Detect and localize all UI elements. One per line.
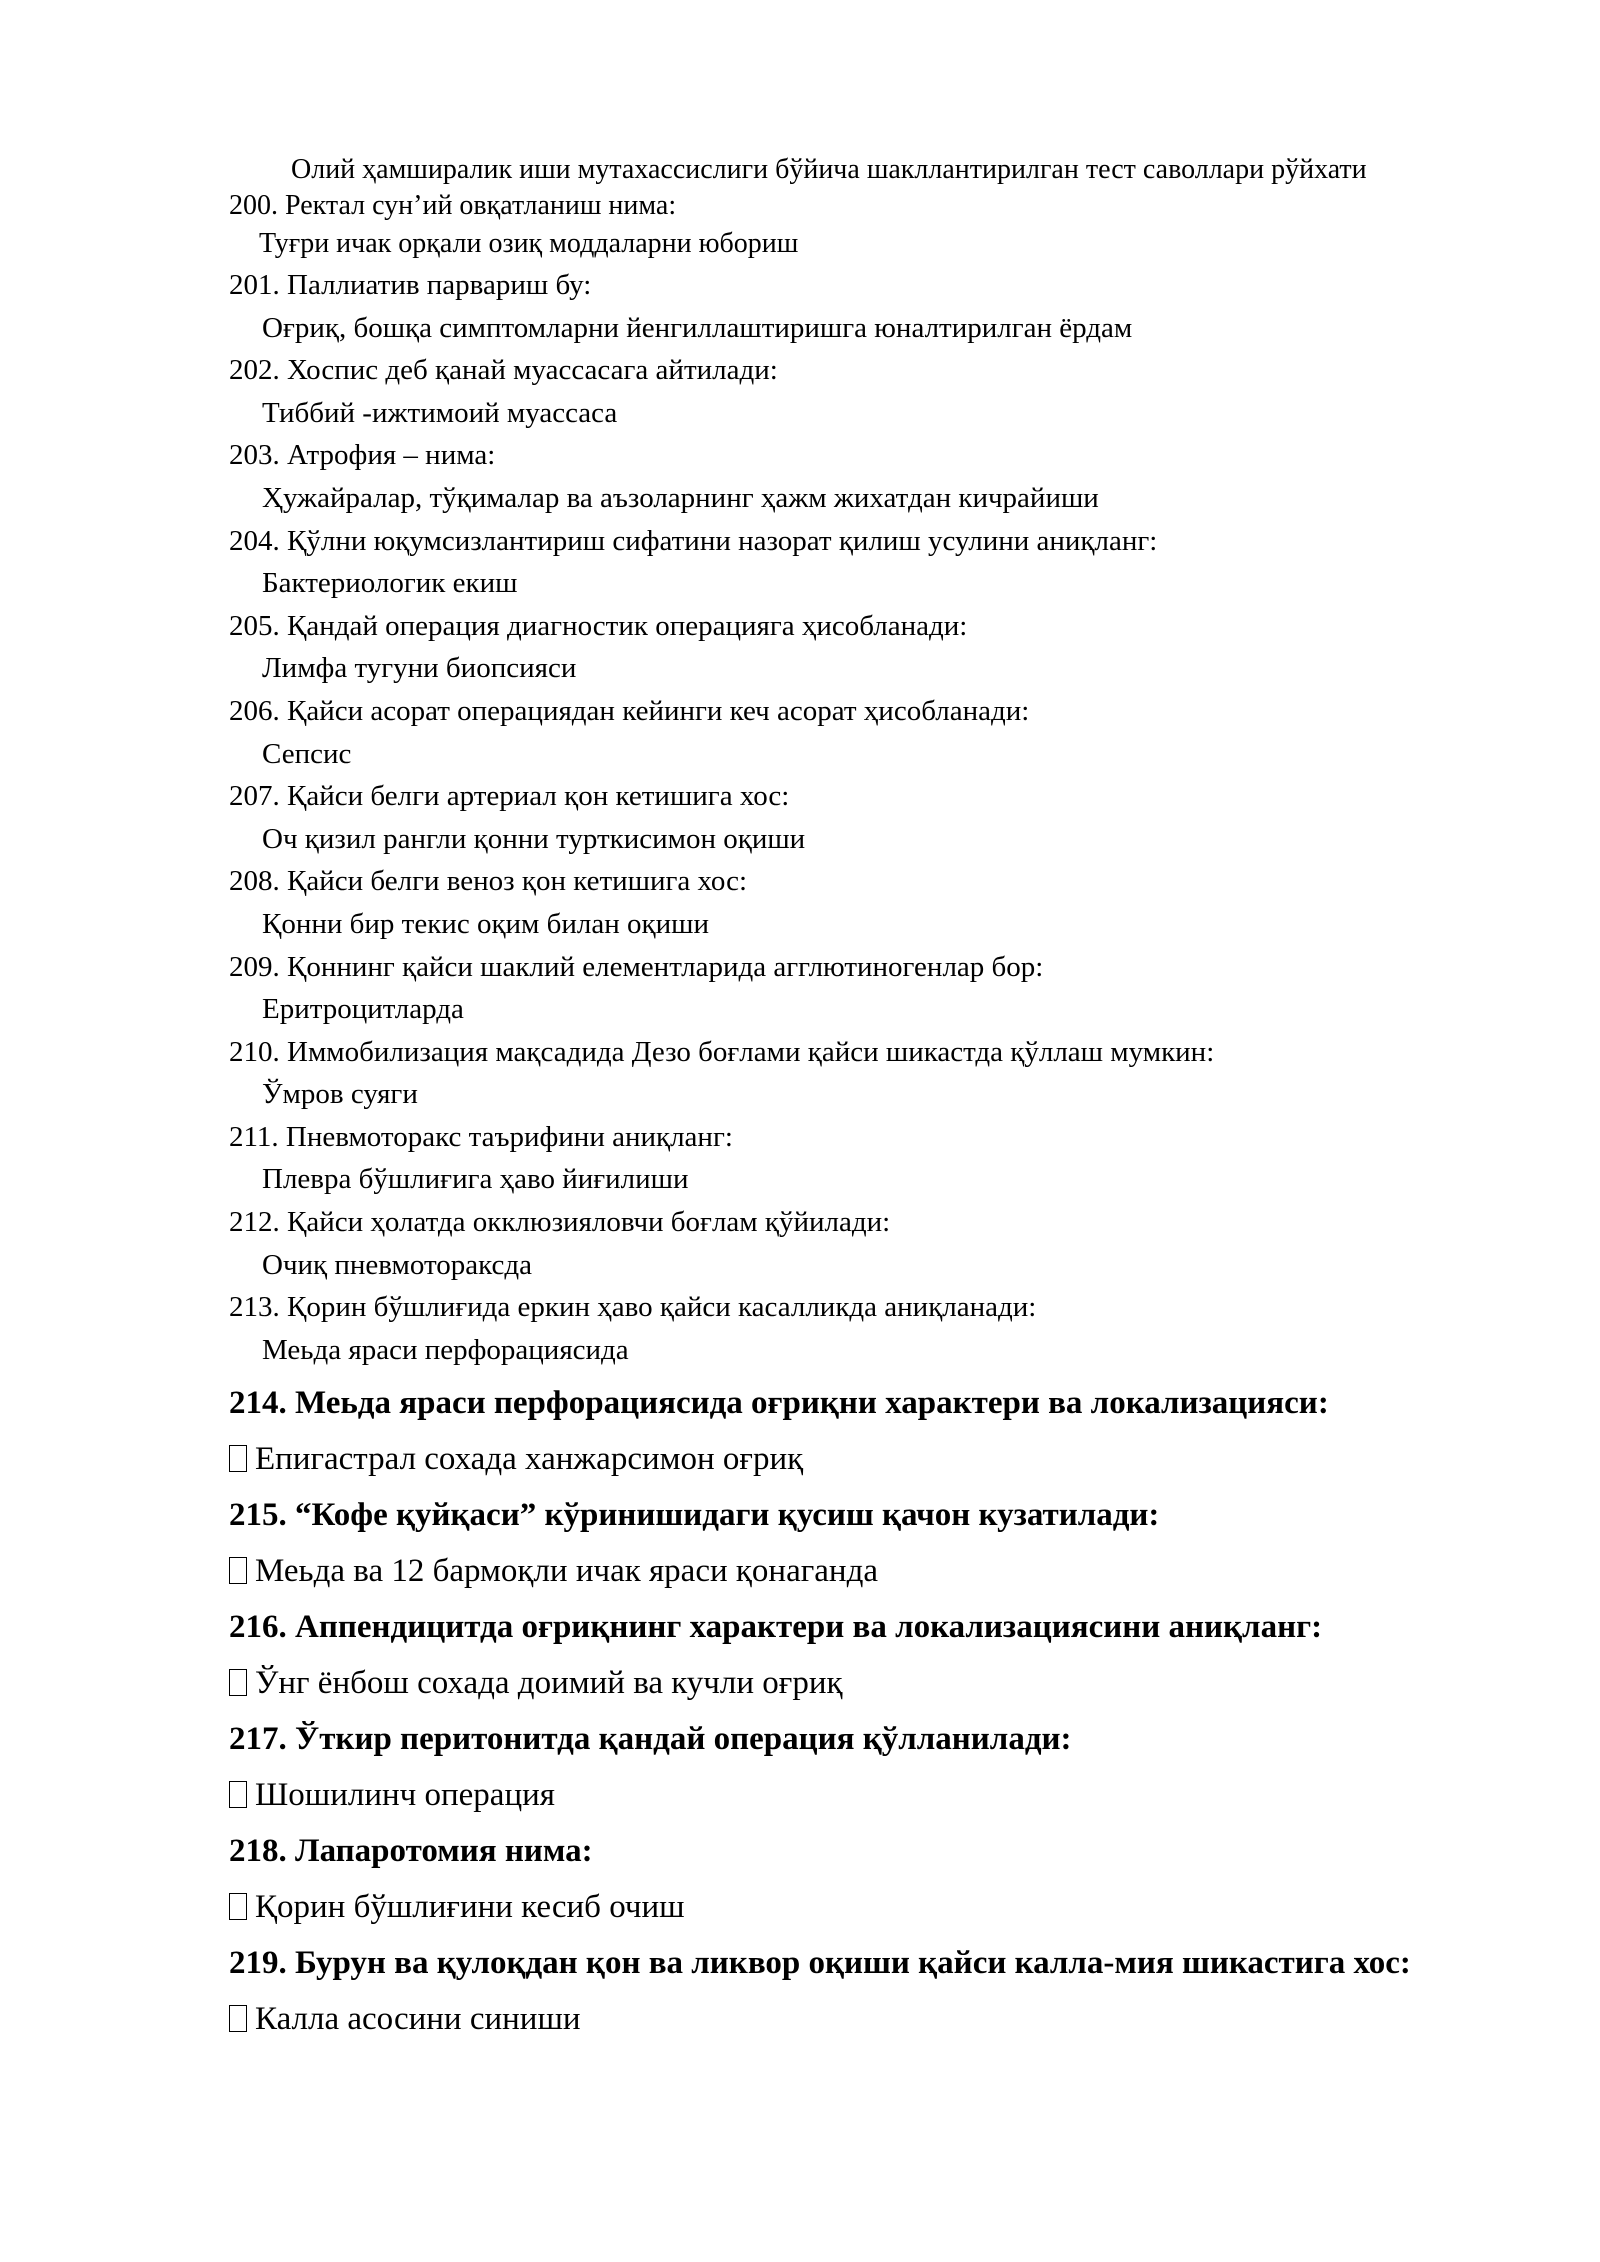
answer-text: Ҳужайралар, тўқималар ва аъзоларнинг ҳажм жихатдан кичрайиши xyxy=(262,481,1099,514)
answer-row xyxy=(229,1772,1569,1819)
checkbox-bullet-icon xyxy=(229,1893,247,1920)
answer-text: Плевра бўшлиғига ҳаво йиғилиши xyxy=(262,1163,689,1196)
answer-row xyxy=(229,1884,1569,1931)
document-header: Олий ҳамширалик иши мутахассислиги бўйича шакллантирилган тест саволлари рўйхати xyxy=(291,154,1367,185)
question-text: 217. Ўткир перитонитда қандай операция қўлланилади: xyxy=(229,1721,1072,1757)
question-text: 201. Паллиатив парвариш бу: xyxy=(229,269,592,301)
question-text: 218. Лапаротомия нима: xyxy=(229,1833,593,1869)
answer-row xyxy=(229,1996,1569,2043)
question-text: 216. Аппендицитда оғриқнинг характери ва локализациясини аниқланг: xyxy=(229,1609,1323,1645)
checkbox-bullet-icon xyxy=(229,1669,247,1696)
question-text: 219. Бурун ва қулоқдан қон ва ликвор оқиши қайси калла-мия шикастига хос: xyxy=(229,1945,1411,1981)
answer-text: Меьда яраси перфорациясида xyxy=(262,1333,629,1366)
question-text: 205. Қандай операция диагностик операцияга ҳисобланади: xyxy=(229,609,968,642)
question-list xyxy=(229,188,1549,1371)
checkbox-bullet-icon xyxy=(229,1445,247,1472)
question-text: 202. Хоспис деб қанай муассасага айтилади: xyxy=(229,354,778,387)
bold-question-list xyxy=(229,1380,1569,2052)
question-text: 203. Атрофия – нима: xyxy=(229,439,496,472)
checkbox-bullet-icon xyxy=(229,1781,247,1808)
answer-text: Епигастрал сохада ханжарсимон оғриқ xyxy=(255,1441,804,1477)
checkbox-bullet-icon xyxy=(229,1557,247,1584)
question-text: 206. Қайси асорат операциядан кейинги кеч асорат ҳисобланади: xyxy=(229,694,1030,727)
answer-text: Еритроцитларда xyxy=(262,993,464,1026)
answer-text: Туғри ичак орқали озиқ моддаларни юбориш xyxy=(259,228,799,259)
question-text: 209. Қоннинг қайси шаклий елементларида агглютиногенлар бор: xyxy=(229,950,1044,983)
answer-row xyxy=(229,1548,1569,1595)
answer-text: Ўнг ёнбош сохада доимий ва кучли оғриқ xyxy=(255,1665,843,1701)
answer-text: Тиббий -ижтимоий муассаса xyxy=(262,396,618,429)
answer-text: Лимфа тугуни биопсияси xyxy=(262,652,577,685)
question-text: 211. Пневмоторакс таърифини аниқланг: xyxy=(229,1120,733,1153)
question-text: 215. “Кофе қуйқаси” кўринишидаги қусиш қачон кузатилади: xyxy=(229,1497,1160,1533)
answer-text: Оғриқ, бошқа симптомларни йенгиллаштиришга юналтирилган ёрдам xyxy=(262,311,1133,344)
answer-text: Қонни бир текис оқим билан оқиши xyxy=(262,907,710,940)
answer-text: Қорин бўшлиғини кесиб очиш xyxy=(255,1889,685,1925)
answer-text: Очиқ пневмотораксда xyxy=(262,1248,532,1281)
question-text: 212. Қайси ҳолатда окклюзияловчи боғлам қўйилади: xyxy=(229,1206,891,1239)
answer-row xyxy=(229,1436,1569,1483)
answer-text: Калла асосини синиши xyxy=(255,2001,581,2037)
question-text: 208. Қайси белги веноз қон кетишига хос: xyxy=(229,865,748,898)
answer-text: Меьда ва 12 бармоқли ичак яраси қонаганда xyxy=(255,1553,879,1589)
answer-text: Бактериологик екиш xyxy=(262,567,518,600)
answer-text: Оч қизил рангли қонни турткисимон оқиши xyxy=(262,822,806,855)
question-text: 210. Иммобилизация мақсадида Дезо боғлами қайси шикастда қўллаш мумкин: xyxy=(229,1035,1215,1068)
question-text: 213. Қорин бўшлиғида еркин ҳаво қайси касалликда аниқланади: xyxy=(229,1291,1037,1324)
question-text: 214. Меьда яраси перфорациясида оғриқни характери ва локализацияси: xyxy=(229,1385,1329,1421)
question-text: 207. Қайси белги артериал қон кетишига хос: xyxy=(229,780,790,813)
answer-text: Ўмров суяги xyxy=(262,1078,418,1111)
question-text: 204. Қўлни юқумсизлантириш сифатини назорат қилиш усулини аниқланг: xyxy=(229,524,1158,557)
answer-text: Сепсис xyxy=(262,737,352,770)
answer-row xyxy=(229,1660,1569,1707)
question-text: 200. Ректал сун’ий овқатланиш нима: xyxy=(229,190,677,221)
answer-text: Шошилинч операция xyxy=(255,1777,555,1813)
checkbox-bullet-icon xyxy=(229,2005,247,2032)
